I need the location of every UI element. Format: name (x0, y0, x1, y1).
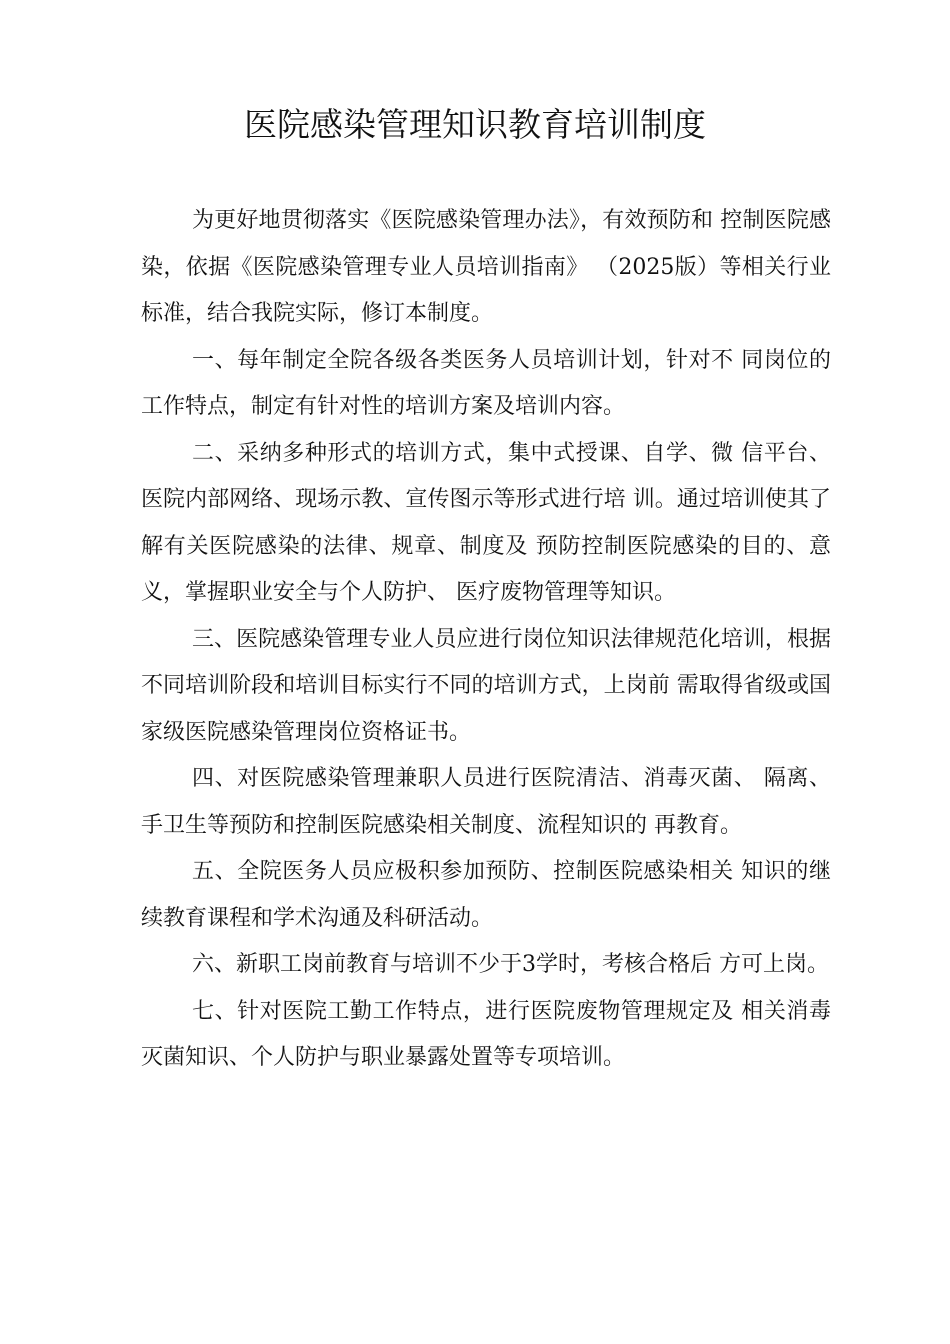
intro-paragraph: 为更好地贯彻落实《医院感染管理办法》，有效预防和 控制医院感染，依据《医院感染管理专业人员培训指南》 （2025版）等相关行业标准，结合我院实际，修订本制度。 (141, 208, 831, 326)
clause-2: 二、采纳多种形式的培训方式，集中式授课、自学、微 信平台、医院内部网络、现场示教、宣传图示等形式进行培 训。通过培训使其了解有关医院感染的法律、规章、制度及 预防控制医院感染的目的、意义，掌握职业安全与个人防护、 医疗废物管理等知识。 (141, 440, 831, 605)
document-body (141, 198, 831, 1082)
clause-4: 四、对医院感染管理兼职人员进行医院清洁、消毒灭菌、 隔离、手卫生等预防和控制医院感染相关制度、流程知识的 再教育。 (141, 766, 831, 838)
clause-6: 六、新职工岗前教育与培训不少于3学时，考核合格后 方可上岗。 (192, 952, 829, 977)
clause-7: 七、针对医院工勤工作特点，进行医院废物管理规定及 相关消毒灭菌知识、个人防护与职业暴露处置等专项培训。 (141, 998, 831, 1070)
document-title: 医院感染管理知识教育培训制度 (244, 105, 706, 144)
clause-3: 三、医院感染管理专业人员应进行岗位知识法律规范化培训，根据不同培训阶段和培训目标实行不同的培训方式，上岗前 需取得省级或国家级医院感染管理岗位资格证书。 (141, 626, 831, 745)
clause-1: 一、每年制定全院各级各类医务人员培训计划，针对不 同岗位的工作特点，制定有针对性的培训方案及培训内容。 (141, 347, 831, 419)
clause-5: 五、全院医务人员应极积参加预防、控制医院感染相关 知识的继续教育课程和学术沟通及科研活动。 (141, 859, 831, 931)
